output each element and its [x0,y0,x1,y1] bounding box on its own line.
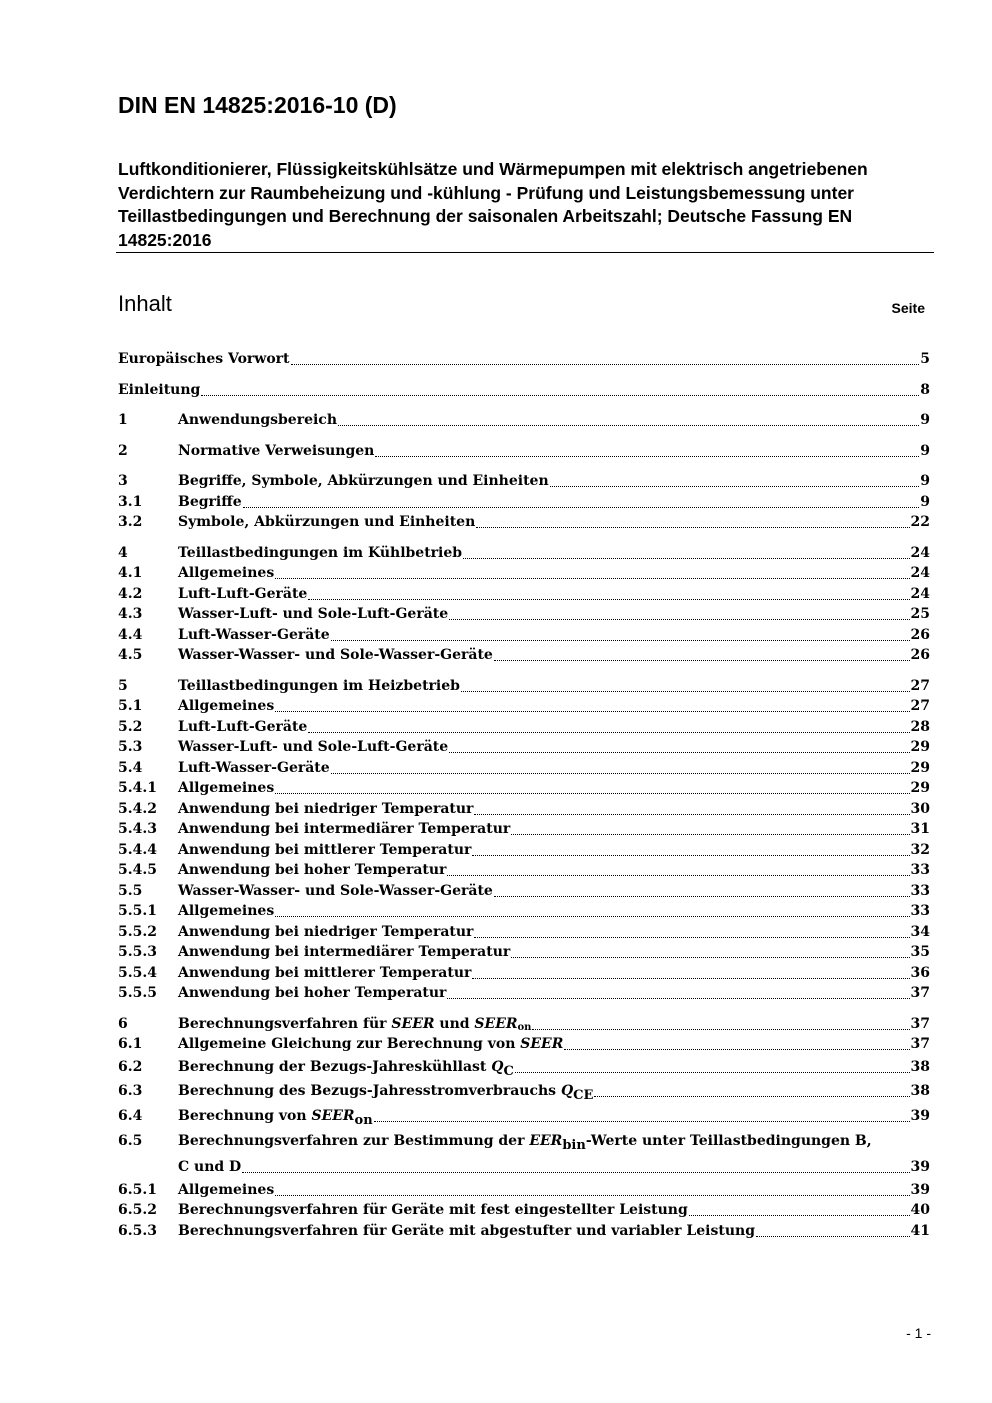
dot-leader [308,595,909,600]
dot-leader [291,360,920,365]
toc-entry-number: 5.5.5 [118,985,157,1001]
toc-entry[interactable] [118,1221,930,1242]
toc-entry-title: Anwendung bei mittlerer Temperatur [178,964,472,981]
toc-entry-title: Luft-Luft-Geräte [178,585,308,602]
dot-leader [463,554,909,559]
dot-leader [564,1045,909,1050]
dot-leader [275,574,909,579]
toc-entry[interactable] [118,778,930,799]
toc-entry[interactable] [118,676,930,697]
toc-entry-number: 6.4 [118,1107,143,1124]
dot-leader [550,482,920,487]
toc-entry-title [178,1014,531,1037]
toc-entry-title: Wasser-Wasser- und Sole-Wasser-Geräte [178,647,493,663]
toc-entry-title: Berechnungsverfahren für Geräte mit fest eingestellter Leistung [178,1202,688,1218]
toc-entry-title: Normative Verweisungen [178,442,375,459]
toc-entry-page: 27 [910,698,930,714]
toc-entry-number: 1 [118,412,128,428]
toc-entry-page: 37 [910,985,930,1001]
toc-entry[interactable] [118,543,930,564]
dot-leader [474,810,909,815]
toc-entry-title: Berechnungsverfahren für Geräte mit abgestufter und variabler Leistung [178,1222,755,1239]
toc-entry[interactable] [118,349,930,370]
toc-entry-number: 5.4 [118,759,143,776]
toc-entry[interactable] [118,942,930,963]
toc-entry[interactable] [118,1079,930,1104]
toc-entry-title: Anwendungsbereich [178,412,337,428]
document-title: DIN EN 14825:2016-10 (D) [118,92,397,118]
toc-entry-number: 5.1 [118,698,143,714]
toc-entry-number: 5.4.1 [118,780,157,796]
toc-entry-page: 37 [910,1036,930,1052]
symbol-q: Q [491,1058,504,1075]
toc-entry-page: 9 [920,493,930,510]
symbol-subscript: on [517,1021,532,1033]
toc-entry-title: Teillastbedingungen im Heizbetrieb [178,677,460,694]
toc-entry-title: Allgemeines [178,698,275,714]
toc-entry-number: 4.1 [118,565,143,581]
dot-leader [201,391,919,396]
toc-entry-page: 30 [910,800,930,817]
toc-entry-title: Teillastbedingungen im Kühlbetrieb [178,544,463,561]
toc-entry-title: Allgemeines [178,565,275,581]
toc-entry-page: 27 [910,677,930,694]
dot-leader [447,871,909,876]
toc-entry-number: 5.4.2 [118,800,157,817]
toc-entry-title: C und D [178,1159,242,1175]
toc-entry[interactable] [118,860,930,881]
toc-entry-number: 6.5.1 [118,1181,157,1198]
toc-entry-page: 32 [910,841,930,858]
toc-entry-number: 4.2 [118,585,143,602]
toc-entry-page: 29 [910,780,930,796]
toc-entry-page: 9 [920,442,930,459]
toc-entry-number: 6 [118,1015,128,1032]
toc-entry-number: 3.2 [118,514,143,530]
symbol-seer: SEER [311,1107,355,1124]
toc-entry-page: 35 [910,944,930,960]
dot-leader [331,636,910,641]
toc-entry-title-mid: und [434,1015,475,1032]
toc-entry-page: 9 [920,473,930,489]
toc-entry-title: Einleitung [118,381,201,398]
symbol-q: Q [560,1083,574,1099]
toc-entry-title: Anwendung bei intermediärer Temperatur [178,821,511,837]
toc-entry-title [178,1079,593,1105]
toc-entry-number: 5.5.2 [118,923,157,940]
toc-entry-page: 22 [910,514,930,530]
toc-entry-page: 36 [910,964,930,981]
toc-entry-number: 2 [118,442,128,459]
toc-entry-page: 38 [910,1058,930,1075]
toc-entry[interactable] [118,563,930,584]
dot-leader [449,615,909,620]
toc-entry-page: 24 [910,544,930,561]
toc-entry-page: 33 [910,862,930,878]
toc-entry-title-text: Berechnung des Bezugs-Jahresstromverbrauchs [178,1083,557,1099]
dot-leader [689,1211,910,1216]
toc-entry-title [178,1034,563,1055]
toc-entry-page: 9 [920,412,930,428]
dot-leader [474,933,909,938]
dot-leader [515,1068,910,1073]
dot-leader [476,523,909,528]
symbol-seer: SEER [520,1036,564,1052]
toc-entry-number: 4 [118,544,128,561]
toc-entry-title: Allgemeines [178,903,275,919]
toc-entry[interactable] [118,799,930,820]
symbol-subscript: C [503,1063,514,1079]
toc-entry-page: 38 [910,1083,930,1099]
toc-entry-number: 6.1 [118,1036,143,1052]
symbol-subscript: CE [573,1088,594,1103]
dot-leader [338,421,919,426]
symbol-seer: SEER [474,1015,518,1032]
dot-leader [461,687,910,692]
toc-entry-title: Begriffe, Symbole, Abkürzungen und Einheiten [178,473,549,489]
toc-heading: Inhalt [118,291,172,316]
toc-entry-title: Anwendung bei hoher Temperatur [178,985,447,1001]
toc-entry-number: 4.5 [118,647,143,663]
toc-entry[interactable] [118,410,930,431]
toc-entry-page: 29 [910,759,930,776]
symbol-subscript: on [354,1112,373,1128]
dot-leader [511,830,909,835]
page-column-heading: Seite [891,300,925,316]
toc-entry[interactable] [118,1155,930,1180]
toc-entry-page: 26 [910,626,930,643]
dot-leader [472,974,909,979]
toc-entry[interactable] [118,1180,930,1201]
toc-entry-number: 6.5.2 [118,1202,157,1218]
toc-entry[interactable] [118,963,930,984]
toc-entry-page: 39 [910,1159,930,1175]
toc-entry-page: 33 [910,882,930,899]
toc-entry[interactable] [118,584,930,605]
dot-leader [331,769,910,774]
toc-entry-title-text: Berechnungsverfahren zur Bestimmung der [178,1133,525,1149]
toc-entry-number: 5.5.4 [118,964,157,981]
symbol-eer: EER [529,1133,563,1149]
toc-entry-title [178,1104,373,1130]
toc-entry-title: Symbole, Abkürzungen und Einheiten [178,514,476,530]
toc-entry-number: 5 [118,677,128,694]
toc-entry[interactable] [118,380,930,401]
toc-entry-number: 5.4.4 [118,841,157,858]
toc-entry-title: Allgemeines [178,1181,275,1198]
dot-leader [447,994,909,999]
dot-leader [275,912,909,917]
dot-leader [275,707,909,712]
dot-leader [511,953,909,958]
toc-entry-page: 33 [910,903,930,919]
toc-entry-number: 6.2 [118,1058,143,1075]
toc-entry[interactable] [118,471,930,492]
dot-leader [532,1025,909,1030]
toc-entry-number: 4.4 [118,626,143,643]
toc-entry-page: 39 [910,1181,930,1198]
toc-entry-title: Europäisches Vorwort [118,351,290,367]
toc-entry-page: 34 [910,923,930,940]
dot-leader [374,1117,910,1122]
title-divider [116,252,934,253]
toc-entry-title: Luft-Luft-Geräte [178,718,308,735]
toc-entry-title: Anwendung bei niedriger Temperatur [178,800,474,817]
toc-entry-title-text: Allgemeine Gleichung zur Berechnung von [178,1036,516,1052]
toc-entry[interactable] [118,983,930,1004]
toc-entry-page: 40 [910,1202,930,1218]
toc-entry[interactable] [118,492,930,513]
toc-entry-page: 26 [910,647,930,663]
toc-entry-page: 39 [910,1107,930,1124]
toc-entry-title [178,1055,514,1081]
toc-entry[interactable] [118,758,930,779]
toc-entry[interactable] [118,441,930,462]
dot-leader [494,656,910,661]
toc-entry[interactable] [118,1200,930,1221]
toc-entry-title: Anwendung bei mittlerer Temperatur [178,841,472,858]
toc-entry-title: Begriffe [178,493,242,510]
toc-entry-title: Wasser-Luft- und Sole-Luft-Geräte [178,606,449,622]
toc-entry-number: 3.1 [118,493,143,510]
toc-entry[interactable] [118,1128,930,1155]
toc-entry-number: 3 [118,473,128,489]
toc-entry-page: 5 [920,351,930,367]
dot-leader [308,728,909,733]
toc-entry-number: 6.5 [118,1133,143,1149]
toc-entry-title-text: Berechnung von [178,1107,307,1124]
toc-entry-number: 5.3 [118,739,143,755]
toc-entry-title-text: Berechnungsverfahren für [178,1015,387,1032]
toc-entry-title: Anwendung bei niedriger Temperatur [178,923,474,940]
toc-entry-title [178,1128,872,1155]
toc-entry-title-text: Berechnung der Bezugs-Jahreskühllast [178,1058,487,1075]
toc-entry-page: 24 [910,565,930,581]
toc-entry[interactable] [118,1034,930,1055]
toc-entry[interactable] [118,625,930,646]
toc-entry-title: Anwendung bei intermediärer Temperatur [178,944,511,960]
dot-leader [375,452,919,457]
toc-entry[interactable] [118,737,930,758]
table-of-contents [118,349,930,1241]
toc-entry-title: Wasser-Wasser- und Sole-Wasser-Geräte [178,882,493,899]
toc-entry-title: Anwendung bei hoher Temperatur [178,862,447,878]
toc-entry-number: 6.5.3 [118,1222,157,1239]
toc-entry-page: 31 [910,821,930,837]
dot-leader [275,789,909,794]
toc-entry-title-after: -Werte unter Teillastbedingungen B, [585,1133,872,1149]
toc-entry-number: 5.5 [118,882,143,899]
symbol-subscript: bin [562,1138,586,1153]
toc-entry-page: 41 [910,1222,930,1239]
toc-entry-number: 5.2 [118,718,143,735]
toc-entry-number: 4.3 [118,606,143,622]
document-subtitle: Luftkonditionierer, Flüssigkeitskühlsätze und Wärmepumpen mit elektrisch angetriebenen Verdichtern zur Raumbeheizung und -kühlung - Prüfung und Leistungsbemessung unter Teillastbedingungen und Berechnung der saisonalen Arbeitszahl; Deutsche Fassung EN 14825:2016 [118,159,868,250]
toc-entry[interactable] [118,604,930,625]
toc-entry[interactable] [118,819,930,840]
toc-entry[interactable] [118,1014,930,1035]
toc-entry-title: Wasser-Luft- und Sole-Luft-Geräte [178,739,449,755]
toc-entry-number: 5.5.1 [118,903,157,919]
toc-entry[interactable] [118,717,930,738]
toc-entry[interactable] [118,840,930,861]
toc-entry-number: 5.4.5 [118,862,157,878]
page-number: - 1 - [906,1325,931,1341]
toc-entry-page: 25 [910,606,930,622]
dot-leader [449,748,909,753]
toc-entry[interactable] [118,901,930,922]
toc-entry-title: Luft-Wasser-Geräte [178,626,330,643]
toc-entry-title: Allgemeines [178,780,275,796]
toc-entry[interactable] [118,696,930,717]
toc-entry[interactable] [118,1055,930,1080]
toc-entry-number: 5.4.3 [118,821,157,837]
toc-entry-page: 29 [910,739,930,755]
toc-entry[interactable] [118,922,930,943]
toc-entry-page: 37 [910,1015,930,1032]
dot-leader [494,892,910,897]
toc-entry-page: 8 [920,381,930,398]
dot-leader [756,1232,910,1237]
toc-entry-number: 5.5.3 [118,944,157,960]
dot-leader [594,1092,909,1097]
toc-entry[interactable] [118,1104,930,1129]
dot-leader [243,503,920,508]
dot-leader [275,1191,909,1196]
toc-entry[interactable] [118,645,930,666]
dot-leader [472,851,909,856]
toc-entry-number: 6.3 [118,1083,143,1099]
toc-entry-page: 24 [910,585,930,602]
symbol-seer: SEER [391,1015,435,1032]
toc-entry-title: Luft-Wasser-Geräte [178,759,330,776]
toc-entry-page: 28 [910,718,930,735]
toc-entry[interactable] [118,881,930,902]
dot-leader [242,1168,909,1173]
toc-entry[interactable] [118,512,930,533]
